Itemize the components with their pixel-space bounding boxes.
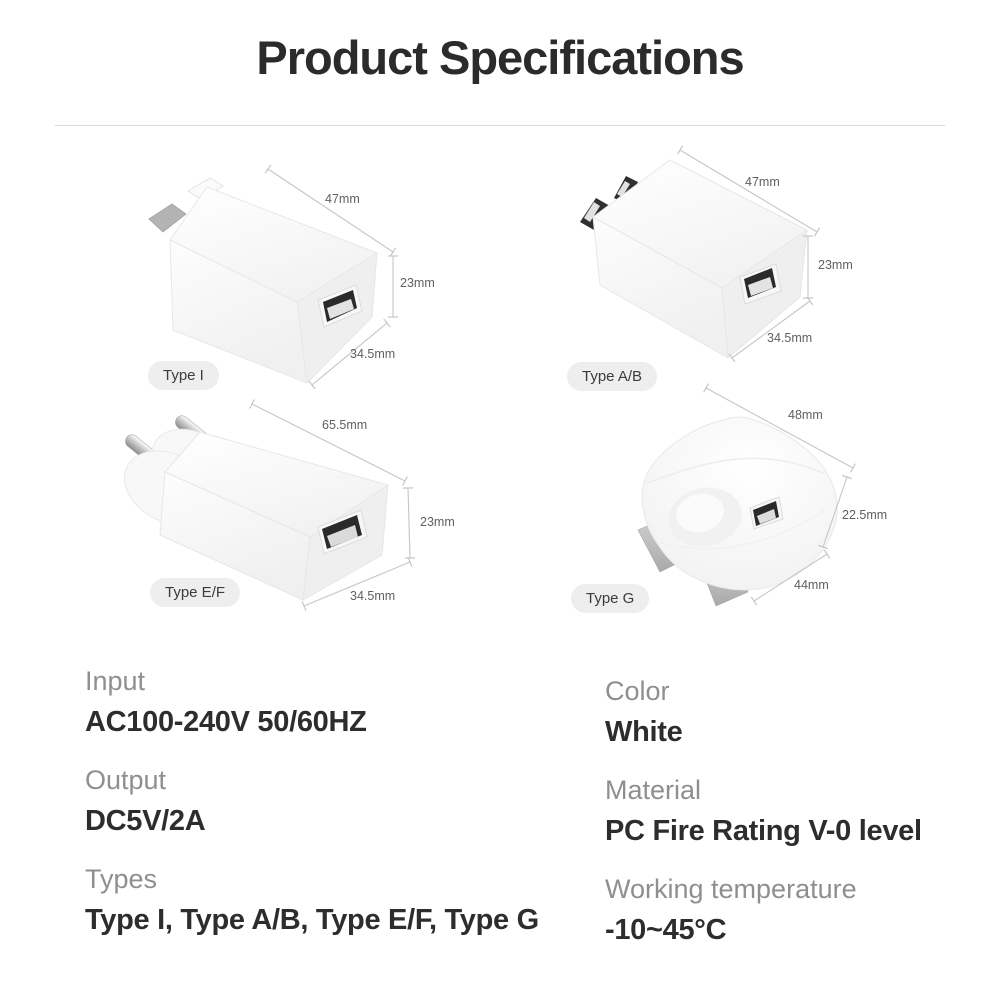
- spec-label: Input: [85, 666, 146, 696]
- dimension-label-height: 23mm: [818, 258, 853, 272]
- charger-type-label: Type A/B: [567, 362, 657, 391]
- spec-label: Color: [605, 676, 670, 706]
- type-i-body: [170, 187, 377, 383]
- spec-label: Output: [85, 765, 167, 795]
- specs-column-right: [605, 676, 985, 973]
- dimension-label-depth: 34.5mm: [350, 347, 396, 361]
- dimension-label-height: 23mm: [400, 276, 435, 290]
- dimension-label-depth: 34.5mm: [350, 589, 396, 603]
- dimension-label-depth: 44mm: [794, 578, 829, 592]
- dimension-label-depth: 34.5mm: [767, 331, 813, 345]
- charger-figure-type-i: [60, 150, 500, 400]
- spec-working-temperature: [605, 874, 985, 947]
- divider: [55, 125, 945, 126]
- spec-color: [605, 676, 985, 749]
- type-i-charger-image: [60, 150, 500, 400]
- charger-figure-type-ef: [60, 390, 500, 640]
- spec-label: Material: [605, 775, 702, 805]
- spec-value: DC5V/2A: [85, 805, 206, 837]
- spec-value: -10~45°C: [605, 914, 727, 946]
- spec-material: [605, 775, 985, 848]
- spec-value: AC100-240V 50/60HZ: [85, 706, 367, 738]
- spec-value: PC Fire Rating V-0 level: [605, 815, 922, 847]
- charger-type-label: Type G: [571, 584, 649, 613]
- type-ab-charger-image: [520, 140, 960, 390]
- spec-label: Working temperature: [605, 874, 857, 904]
- charger-type-label: Type I: [148, 361, 219, 390]
- dimension-label-height: 23mm: [420, 515, 455, 529]
- dimension-label-width: 48mm: [788, 408, 823, 422]
- specs-column-left: [85, 666, 585, 963]
- page-title: Product Specifications: [256, 31, 744, 84]
- spec-value: White: [605, 716, 683, 748]
- spec-label: Types: [85, 864, 158, 894]
- dimension-label-height: 22.5mm: [842, 508, 888, 522]
- spec-types: [85, 864, 585, 937]
- charger-figure-type-ab: [520, 140, 960, 390]
- dimension-label-width: 47mm: [325, 192, 360, 206]
- spec-value: Type I, Type A/B, Type E/F, Type G: [85, 904, 539, 936]
- dimension-label-width: 47mm: [745, 175, 780, 189]
- spec-output: [85, 765, 585, 838]
- dimension-label-width: 65.5mm: [322, 418, 368, 432]
- spec-input: [85, 666, 585, 739]
- charger-type-label: Type E/F: [150, 578, 240, 607]
- charger-figure-type-g: [520, 380, 960, 630]
